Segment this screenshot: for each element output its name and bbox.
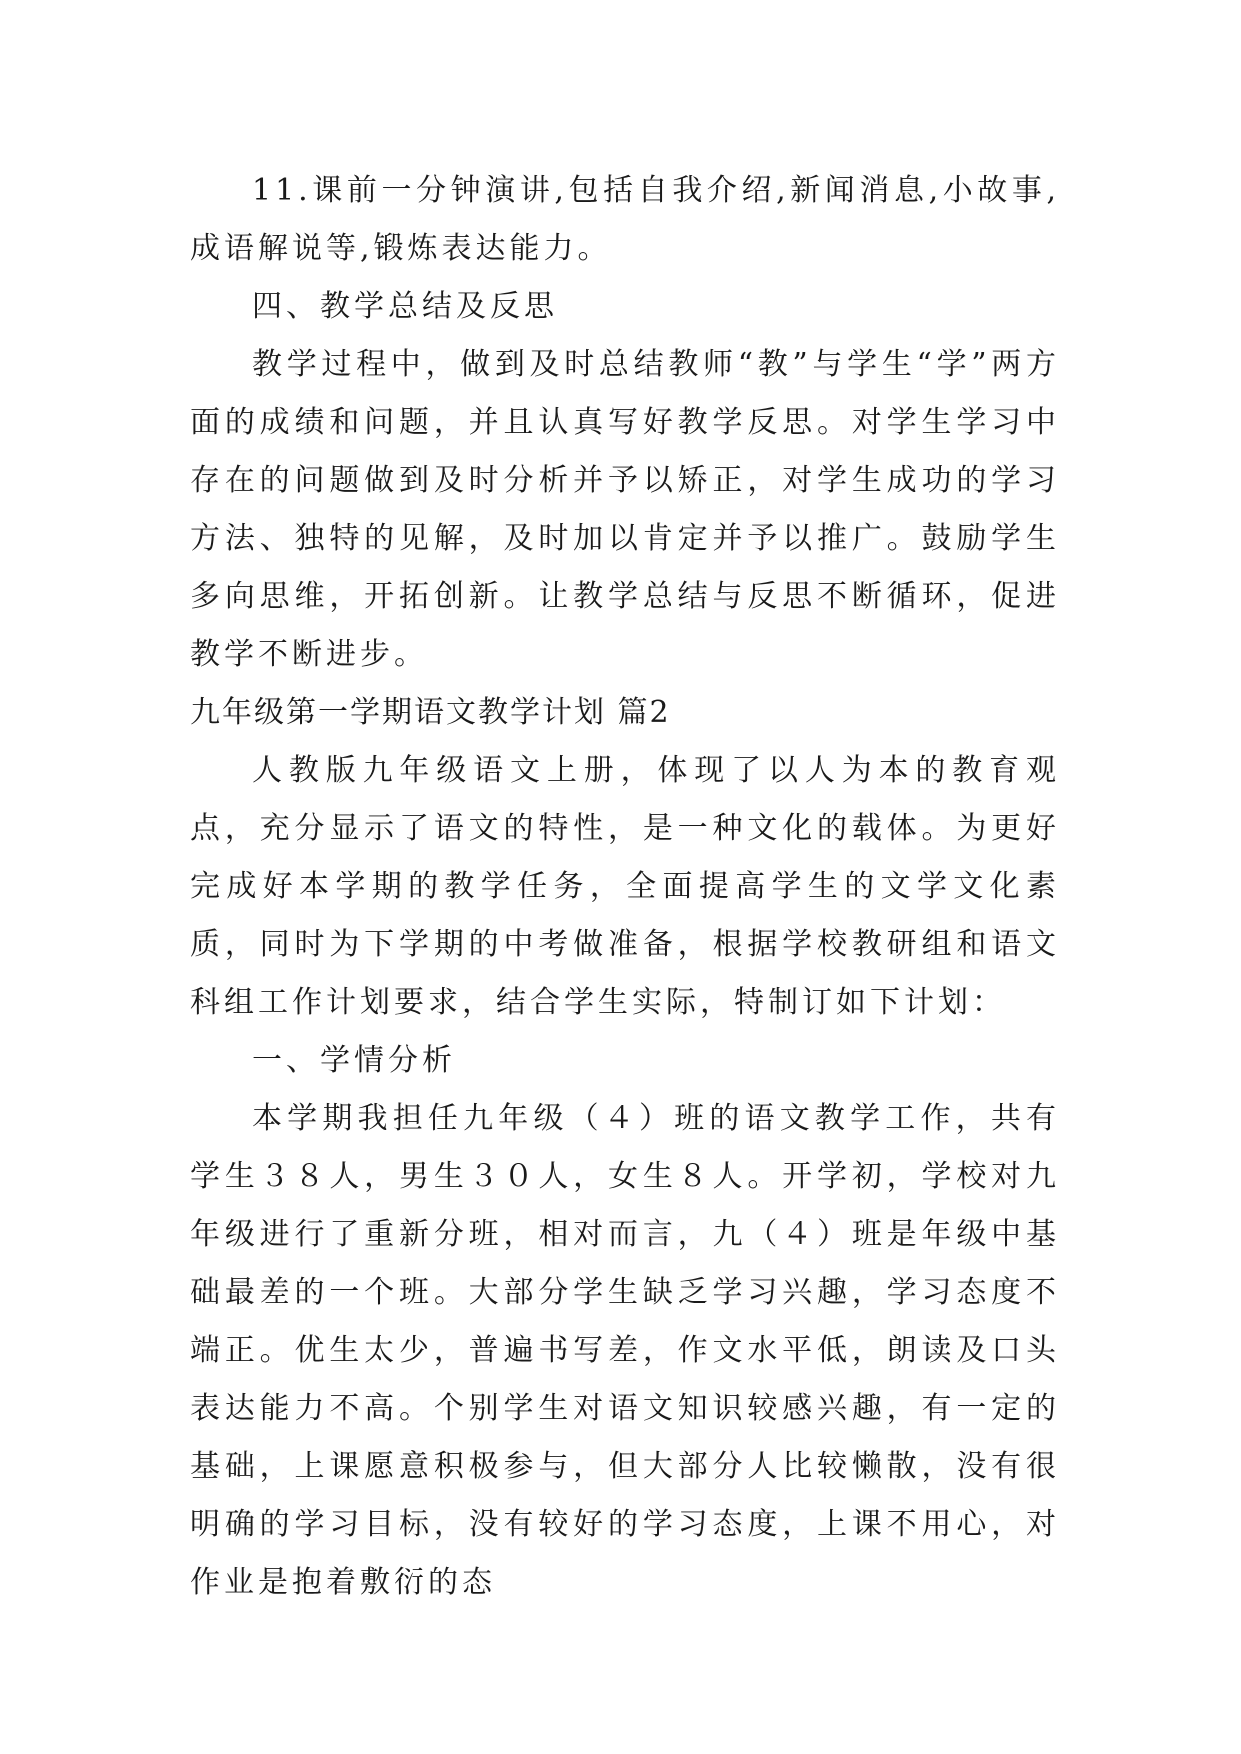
paragraph-intro: 人教版九年级语文上册，体现了以人为本的教育观点，充分显示了语文的特性，是一种文化的载体。为更好完成好本学期的教学任务，全面提高学生的文学文化素质，同时为下学期的中考做准备，根据学校教研组和语文科组工作计划要求，结合学生实际，特制订如下计划： [190,753,1060,1020]
paragraph-analysis: 本学期我担任九年级（４）班的语文教学工作，共有学生３８人，男生３０人，女生８人。开学初，学校对九年级进行了重新分班，相对而言，九（４）班是年级中基础最差的一个班。大部分学生缺乏学习兴趣，学习态度不端正。优生太少，普遍书写差，作文水平低，朗读及口头表达能力不高。个别学生对语文知识较感兴趣，有一定的基础，上课愿意积极参与，但大部分人比较懒散，没有很明确的学习目标，没有较好的学习态度，上课不用心，对作业是抱着敷衍的态 [190,1101,1060,1600]
document-section-title: 九年级第一学期语文教学计划 篇2 [190,695,671,730]
list-item-11: 11.课前一分钟演讲,包括自我介绍,新闻消息,小故事,成语解说等,锻炼表达能力。 [190,173,1060,266]
document-page [190,162,1060,1612]
section-heading-analysis: 一、学情分析 [252,1043,456,1078]
paragraph-summary: 教学过程中，做到及时总结教师“教”与学生“学”两方面的成绩和问题，并且认真写好教学反思。对学生学习中存在的问题做到及时分析并予以矫正，对学生成功的学习方法、独特的见解，及时加以肯定并予以推广。鼓励学生多向思维，开拓创新。让教学总结与反思不断循环，促进教学不断进步。 [190,347,1060,672]
section-heading-summary: 四、教学总结及反思 [252,289,558,324]
